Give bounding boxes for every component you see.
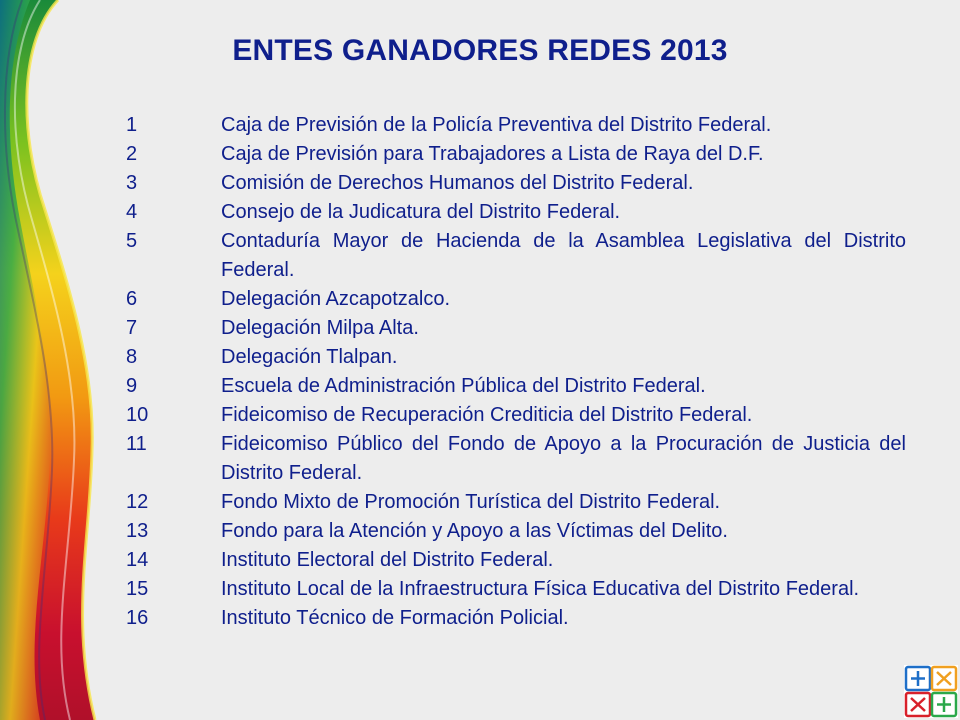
list-item	[126, 430, 906, 488]
item-number: 13	[126, 520, 149, 542]
item-number: 12	[126, 491, 149, 513]
item-number: 5	[126, 230, 138, 252]
list-item	[126, 488, 906, 517]
list-item	[126, 575, 906, 604]
list-item	[126, 314, 906, 343]
item-number: 4	[126, 201, 138, 223]
list-item	[126, 401, 906, 430]
item-number: 15	[126, 578, 149, 600]
item-text: Instituto Electoral del Distrito Federal.	[221, 549, 554, 571]
item-text: Delegación Milpa Alta.	[221, 317, 419, 339]
list-item	[126, 604, 906, 633]
item-number: 9	[126, 375, 138, 397]
item-text: Instituto Local de la Infraestructura Física Educativa del Distrito Federal.	[221, 578, 860, 600]
item-text: Instituto Técnico de Formación Policial.	[221, 607, 569, 629]
item-number: 3	[126, 172, 138, 194]
item-text: Caja de Previsión de la Policía Preventiva del Distrito Federal.	[221, 114, 772, 136]
item-text: Caja de Previsión para Trabajadores a Lista de Raya del D.F.	[221, 143, 764, 165]
item-text: Delegación Tlalpan.	[221, 346, 398, 368]
institution-logo	[904, 665, 958, 718]
item-number: 16	[126, 607, 149, 629]
item-number: 6	[126, 288, 138, 310]
list-item	[126, 546, 906, 575]
list-item	[126, 343, 906, 372]
item-text: Fondo Mixto de Promoción Turística del Distrito Federal.	[221, 491, 721, 513]
item-text: Comisión de Derechos Humanos del Distrito Federal.	[221, 172, 694, 194]
item-number: 11	[126, 433, 147, 455]
list-item	[126, 285, 906, 314]
item-text: Contaduría Mayor de Hacienda de la Asamblea Legislativa del Distrito Federal.	[221, 230, 906, 281]
item-number: 1	[126, 114, 138, 136]
list-item	[126, 227, 906, 285]
page-title: ENTES GANADORES REDES 2013	[232, 34, 728, 67]
list-item	[126, 111, 906, 140]
list-item	[126, 198, 906, 227]
item-text: Fondo para la Atención y Apoyo a las Víctimas del Delito.	[221, 520, 728, 542]
item-text: Consejo de la Judicatura del Distrito Federal.	[221, 201, 621, 223]
item-text: Delegación Azcapotzalco.	[221, 288, 451, 310]
item-text: Fideicomiso de Recuperación Crediticia del Distrito Federal.	[221, 404, 753, 426]
item-number: 14	[126, 549, 149, 571]
item-text: Escuela de Administración Pública del Distrito Federal.	[221, 375, 706, 397]
item-number: 10	[126, 404, 149, 426]
item-text: Fideicomiso Público del Fondo de Apoyo a la Procuración de Justicia del Distrito Federal.	[221, 433, 906, 484]
list-item	[126, 372, 906, 401]
winners-list	[126, 111, 906, 633]
item-number: 2	[126, 143, 138, 165]
list-item	[126, 140, 906, 169]
item-number: 8	[126, 346, 138, 368]
item-number: 7	[126, 317, 138, 339]
list-item	[126, 517, 906, 546]
list-item	[126, 169, 906, 198]
